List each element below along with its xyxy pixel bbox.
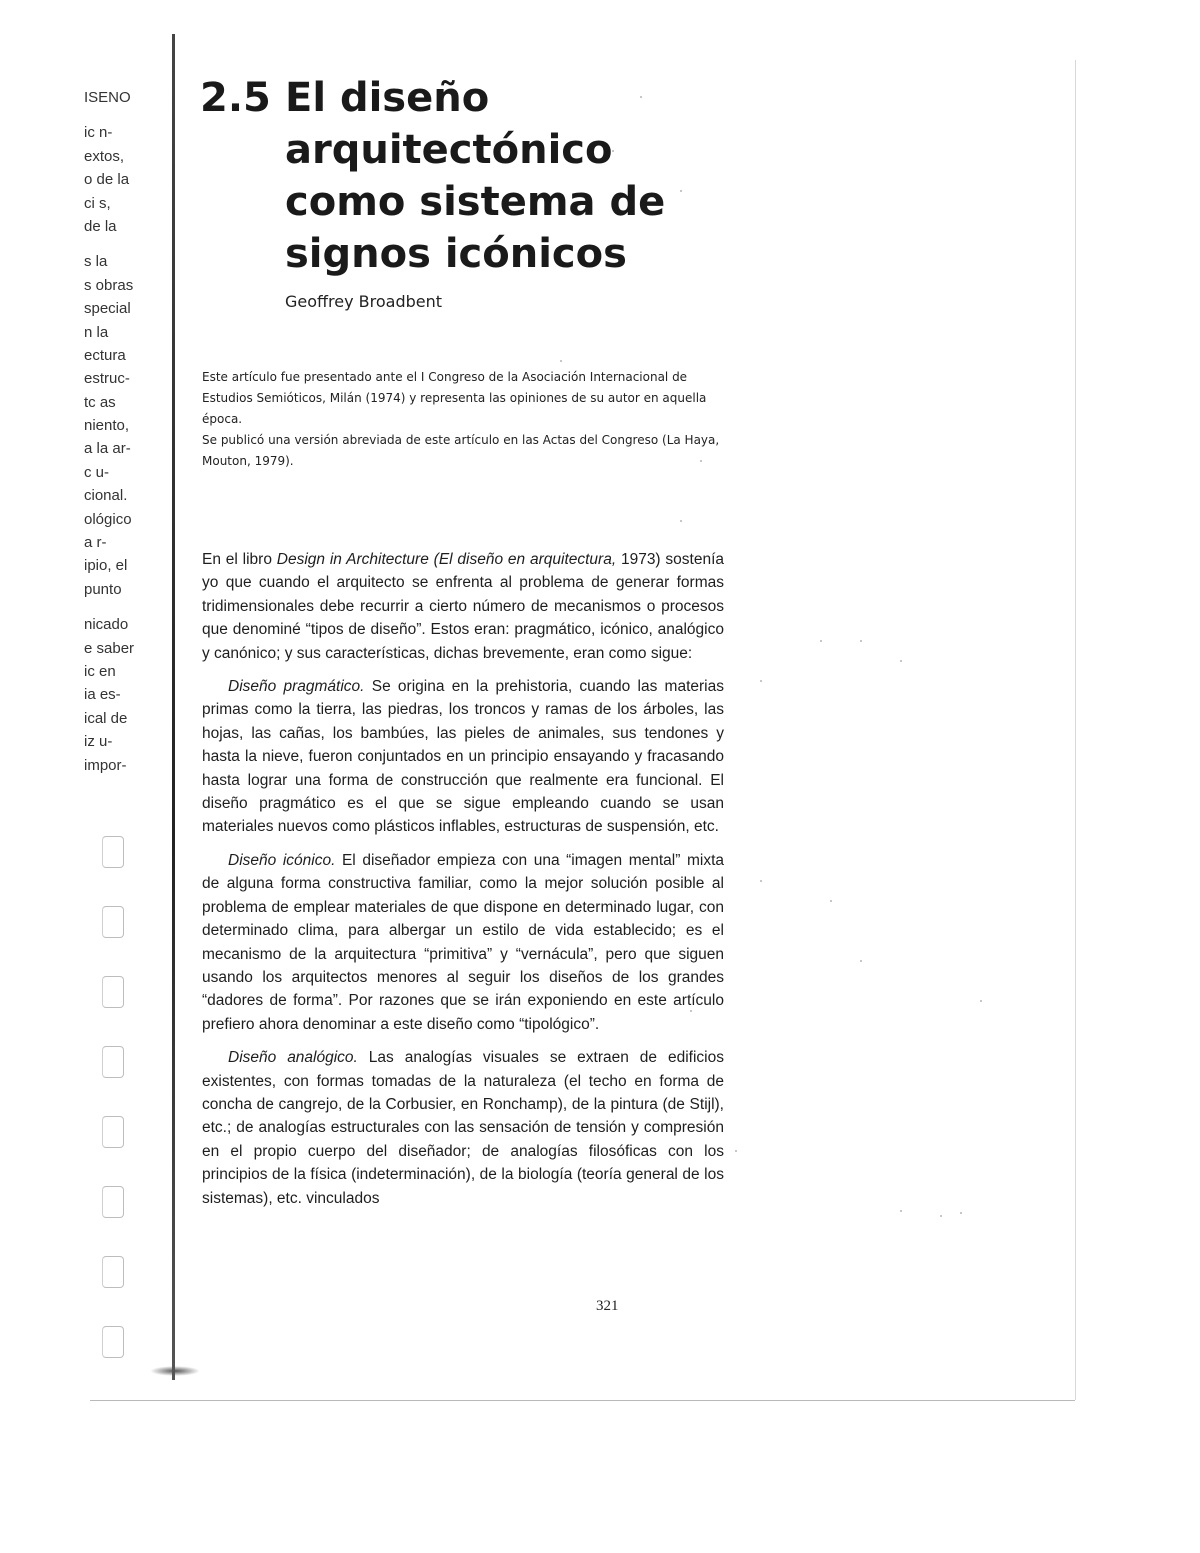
- margin-line: n la: [84, 323, 109, 341]
- paragraph-term: Diseño analógico.: [228, 1049, 358, 1067]
- scan-speck: [612, 150, 614, 152]
- scan-speck: [640, 96, 642, 98]
- margin-line: c u-: [84, 463, 110, 481]
- title-line: arquitectónico: [285, 127, 613, 173]
- book-title-spanish: (El diseño en arquitectura,: [433, 551, 617, 568]
- title-line: signos icónicos: [285, 231, 627, 277]
- paragraph-term: Diseño icónico.: [228, 851, 336, 869]
- margin-line: niento,: [84, 417, 130, 435]
- note-paragraph: Se publicó una versión abreviada de este artículo en las Actas del Congreso (La Haya, Mouton, 1979).: [202, 433, 720, 468]
- margin-line: de la: [84, 217, 117, 235]
- scan-speck: [680, 190, 682, 192]
- scan-speck: [700, 460, 702, 462]
- author-name: Geoffrey Broadbent: [285, 292, 443, 311]
- margin-line: o de la: [84, 171, 130, 189]
- margin-line: tc as: [84, 393, 116, 411]
- note-paragraph: Este artículo fue presentado ante el I Congreso de la Asociación Internacional de Estudios Semióticos, Milán (1974) y representa las opiniones de su autor en aquella época.: [202, 370, 707, 426]
- page-edge-right: [1075, 60, 1076, 1400]
- margin-line: a la ar-: [84, 440, 131, 458]
- margin-line: ci s,: [84, 194, 111, 212]
- paragraph-text: El diseñador empieza con una “imagen mental” mixta de alguna forma constructiva familiar, como la mejor solución posible al problema de emplear materiales de que dispone en determinado lugar, con determinado clima, para albergar un estilo de vida establecido; es el mecanismo de la arquitectura “primitiva” y “vernácula”, pero que siguen usando los arquitectos menores al seguir los diseños de los grandes “dadores de forma”. Por razones que se irán exponiendo en este artículo prefiero ahora denominar a este diseño como “tipológico”.: [202, 851, 725, 1033]
- scan-speck: [690, 1010, 692, 1012]
- binding-ring-mark: [102, 1256, 124, 1288]
- book-title: Design in Architecture: [276, 551, 429, 568]
- intro-text: 1973) sostenía yo que cuando el arquitecto se enfrenta al problema de generar formas tridimensionales debe recurrir a cierto número de mecanismos o procesos que denominé “tipos de diseño”. Estos eran: pragmático, icónico, analógico y canónico; y sus características, dichas brevemente, eran como sigue:: [202, 551, 725, 662]
- section-number: 2.5: [200, 75, 271, 121]
- scan-speck: [860, 640, 862, 642]
- margin-line: iz u-: [84, 733, 113, 751]
- binding-ring-mark: [102, 1186, 124, 1218]
- body-paragraph: [202, 675, 724, 839]
- margin-line: nicado: [84, 616, 129, 634]
- scan-speck: [680, 520, 682, 522]
- scan-speck: [960, 1212, 962, 1214]
- body-paragraph: [202, 1046, 724, 1210]
- page-number: 321: [596, 1298, 619, 1314]
- binding-ring-mark: [102, 1116, 124, 1148]
- article-title: [285, 72, 705, 280]
- margin-line: ectura: [84, 346, 126, 364]
- binding-ring-mark: [102, 1326, 124, 1358]
- scan-speck: [735, 1150, 737, 1152]
- page-edge-bottom: [90, 1400, 1075, 1401]
- article-note: [202, 367, 727, 472]
- scan-speck: [940, 1215, 942, 1217]
- margin-line: ic en: [84, 662, 116, 680]
- scan-speck: [860, 960, 862, 962]
- margin-line: [84, 238, 148, 250]
- body-paragraph: [202, 849, 724, 1036]
- margin-line: ic n-: [84, 124, 113, 142]
- paragraph-text: Se origina en la prehistoria, cuando las materias primas como la tierra, las piedras, los troncos y ramas de los árboles, las hojas, las cañas, los bambúes, las pieles de animales, sus tendones y hasta la nieve, fueron conjuntados en un principio ensayando y fracasando hasta lograr una forma de construcción que realmente era funcional. El diseño pragmático es el que se sigue empleando cuando se usan materiales nuevos como plásticos inflables, estructuras de suspensión, etc.: [202, 678, 724, 836]
- scan-speck: [760, 680, 762, 682]
- intro-text: En el libro: [202, 551, 277, 568]
- margin-line: extos,: [84, 147, 125, 165]
- binding-ring-mark: [102, 836, 124, 868]
- binding-spine-shadow: [172, 34, 175, 1380]
- binding-ring-mark: [102, 1046, 124, 1078]
- article-body: [202, 548, 724, 1220]
- binding-ring-mark: [102, 976, 124, 1008]
- margin-line: ISENO: [84, 89, 131, 106]
- margin-line: ológico: [84, 510, 132, 528]
- paragraph-term: Diseño pragmático.: [228, 678, 365, 696]
- margin-line: ia es-: [84, 686, 121, 704]
- scan-speck: [900, 1210, 902, 1212]
- scan-speck: [560, 360, 562, 362]
- margin-line: cional.: [84, 487, 128, 505]
- margin-line: s obras: [84, 276, 134, 294]
- scan-speck: [830, 900, 832, 902]
- scan-speck: [980, 1000, 982, 1002]
- margin-line: impor-: [84, 756, 127, 774]
- margin-line: a r-: [84, 534, 107, 552]
- margin-line: ipio, el: [84, 557, 128, 575]
- facing-page-partial-text: [84, 86, 148, 777]
- margin-line: e saber: [84, 639, 135, 657]
- margin-line: estruc-: [84, 370, 130, 388]
- intro-paragraph: [202, 548, 724, 665]
- scan-speck: [820, 640, 822, 642]
- margin-line: special: [84, 300, 131, 318]
- paragraph-text: Las analogías visuales se extraen de edificios existentes, con formas tomadas de la naturaleza (el techo en forma de concha de cangrejo, de la Corbusier, en Ronchamp), de la pintura (de Stijl), etc.; de analogías estructurales con las sensación de tensión y compresión en el propio cuerpo del diseñador; de analogías filosóficas con los principios de la física (indeterminación), de la biología (teoría general de los sistemas), etc. vinculados: [202, 1049, 724, 1207]
- binding-spine-foot: [150, 1366, 200, 1376]
- margin-line: s la: [84, 253, 108, 271]
- margin-line: ical de: [84, 709, 128, 727]
- binding-ring-mark: [102, 906, 124, 938]
- title-line: El diseño: [285, 75, 490, 121]
- scan-speck: [900, 660, 902, 662]
- margin-line: punto: [84, 580, 122, 598]
- title-line: como sistema de: [285, 179, 666, 225]
- margin-line: [84, 109, 148, 121]
- scan-speck: [760, 880, 762, 882]
- margin-line: [84, 601, 148, 613]
